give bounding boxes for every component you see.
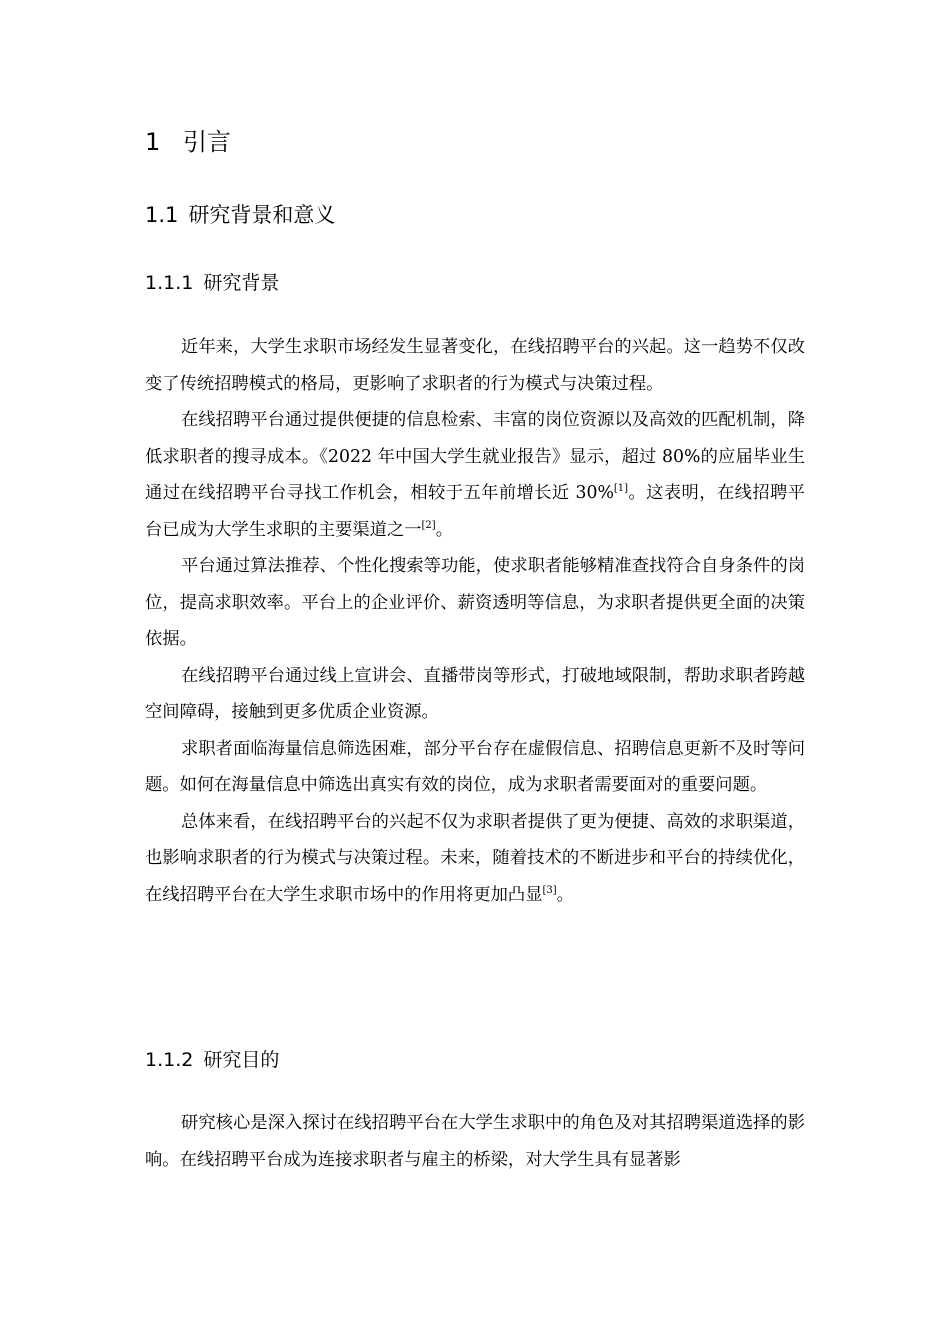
section-heading	[145, 199, 335, 229]
chapter-number: 1	[145, 128, 161, 156]
body-paragraph: 在线招聘平台通过线上宣讲会、直播带岗等形式，打破地域限制，帮助求职者跨越空间障碍，接触到更多优质企业资源。	[145, 665, 805, 722]
subsection-number: 1.1.1	[145, 272, 194, 294]
purpose-body	[145, 1105, 805, 1178]
body-paragraph: 近年来，大学生求职市场经发生显著变化，在线招聘平台的兴起。这一趋势不仅改变了传统招聘模式的格局，更影响了求职者的行为模式与决策过程。	[145, 337, 805, 394]
body-paragraph: 在线招聘平台通过提供便捷的信息检索、丰富的岗位资源以及高效的匹配机制，降低求职者的搜寻成本。《2022 年中国大学生就业报告》显示，超过 80%的应届毕业生通过在线招聘平台寻找工作机会，相较于五年前增长近 30%[1]。这表明，在线招聘平台已成为大学生求职的主要渠道之一[2]。	[145, 410, 805, 540]
subsection-heading-background	[145, 268, 279, 295]
chapter-heading	[145, 122, 231, 157]
citation-ref: [2]	[421, 519, 436, 531]
body-paragraph: 平台通过算法推荐、个性化搜索等功能，使求职者能够精准查找符合自身条件的岗位，提高求职效率。平台上的企业评价、薪资透明等信息，为求职者提供更全面的决策依据。	[145, 556, 805, 649]
chapter-title: 引言	[183, 128, 231, 156]
citation-ref: [1]	[613, 483, 629, 495]
subsection-number: 1.1.2	[145, 1049, 194, 1071]
citation-ref: [3]	[542, 884, 557, 896]
body-paragraph: 求职者面临海量信息筛选困难，部分平台存在虚假信息、招聘信息更新不及时等问题。如何在海量信息中筛选出真实有效的岗位，成为求职者需要面对的重要问题。	[145, 738, 805, 795]
body-paragraph: 研究核心是深入探讨在线招聘平台在大学生求职中的角色及对其招聘渠道选择的影响。在线招聘平台成为连接求职者与雇主的桥梁，对大学生具有显著影	[145, 1113, 805, 1170]
body-paragraph: 总体来看，在线招聘平台的兴起不仅为求职者提供了更为便捷、高效的求职渠道，也影响求职者的行为模式与决策过程。未来，随着技术的不断进步和平台的持续优化，在线招聘平台在大学生求职市场中的作用将更加凸显[3]。	[145, 811, 805, 905]
background-body	[145, 329, 805, 913]
section-number: 1.1	[145, 203, 179, 227]
subsection-title: 研究背景	[203, 272, 280, 294]
subsection-heading-purpose	[145, 1045, 279, 1072]
subsection-title: 研究目的	[203, 1049, 280, 1071]
section-title: 研究背景和意义	[188, 203, 336, 227]
